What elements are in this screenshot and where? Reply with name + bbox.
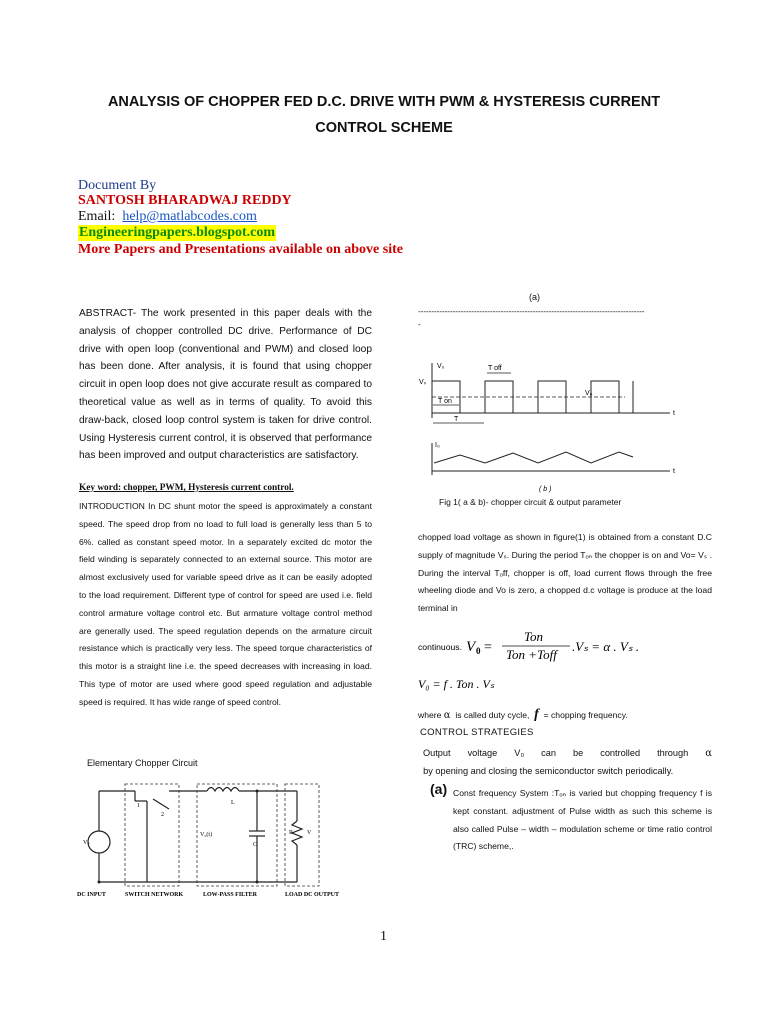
formula-v0-sub: 0 bbox=[476, 646, 481, 656]
formula-v0: V bbox=[466, 639, 476, 655]
control-strategies-heading: CONTROL STRATEGIES bbox=[420, 727, 534, 738]
wave-io-label: I₀ bbox=[435, 442, 440, 449]
formula-line2: V₀ = f . Ton . Vₛ bbox=[418, 677, 495, 691]
paper-title-line2: CONTROL SCHEME bbox=[315, 120, 453, 136]
wave-v0avg-label: V₀ bbox=[585, 390, 593, 397]
output-pre: Output voltage V₀ can be controlled through bbox=[423, 748, 706, 758]
wave-vs-label: Vₛ bbox=[419, 379, 427, 386]
svg-text:=: = bbox=[484, 640, 492, 655]
chopper-waveform-figure bbox=[405, 353, 685, 543]
formula-numerator: Ton bbox=[524, 629, 544, 644]
paper-title-line1: ANALYSIS OF CHOPPER FED D.C. DRIVE WITH PWM & HYSTERESIS CURRENT bbox=[107, 94, 661, 110]
wave-t-axis2: t bbox=[673, 468, 675, 475]
output-alpha: α bbox=[705, 748, 712, 759]
dc-input-label: DC INPUT bbox=[77, 892, 106, 898]
email-line bbox=[78, 209, 257, 225]
figure-dashes: ------------------------------------------------------------------------------------- bbox=[418, 307, 645, 316]
formula-rhs: .Vₛ = α . Vₛ . bbox=[572, 639, 640, 654]
wave-toff-label: T off bbox=[488, 365, 502, 372]
more-papers-note: More Papers and Presentations available on above site bbox=[78, 242, 403, 257]
figure-label-a: (a) bbox=[529, 292, 540, 302]
frequency-formula bbox=[418, 672, 538, 694]
wave-ton-label: T on bbox=[438, 398, 452, 405]
switch-pos2-label: 2 bbox=[161, 812, 164, 818]
where-post: = chopping frequency. bbox=[538, 710, 628, 720]
where-pre: where bbox=[418, 710, 444, 720]
wave-t-axis1: t bbox=[673, 410, 675, 417]
email-link[interactable]: help@matlabcodes.com bbox=[122, 209, 257, 224]
where-mid: is called duty cycle, bbox=[450, 710, 535, 720]
wave-period-label: T bbox=[454, 416, 459, 423]
chopper-circuit-diagram bbox=[57, 776, 349, 912]
item-a-text: Const frequency System :Tₒₙ is varied but chopping frequency f is kept constant. adjustment of Pulse width as such this scheme is also called Pulse – width – modulation scheme or time ratio control (TRC) scheme,. bbox=[453, 788, 712, 852]
site-link[interactable]: Engineeringpapers.blogspot.com bbox=[79, 225, 276, 240]
figure1-caption: Fig 1( a & b)- chopper circuit & output parameter bbox=[439, 497, 622, 507]
page-number: 1 bbox=[380, 929, 387, 944]
v-label: V bbox=[307, 830, 312, 836]
load-label: LOAD DC OUTPUT bbox=[285, 892, 340, 898]
vo-label: V₀(t) bbox=[200, 832, 213, 838]
document-by: Document By bbox=[78, 178, 157, 193]
formula-prefix: continuous. bbox=[418, 642, 462, 652]
switch-pos1-label: 1 bbox=[137, 803, 140, 809]
figure-dash-end: - bbox=[418, 320, 421, 329]
wave-b-label: ( b ) bbox=[539, 486, 552, 493]
email-label: Email: bbox=[78, 209, 123, 224]
introduction-paragraph: INTRODUCTION In DC shunt motor the speed is approximately a constant speed. The speed drop from no load to full load is generally less than 5 to 6%. called as constant speed motor. In a separately excited dc motor the field winding is separately connected to an external source. This motor are almost exclusively used for variable speed drive as it can be easily adopted to the load requirement. Different type of control for speed are used i.e. field control armature voltage control etc. But armature voltage control method are generally used. The speed regulation depends on the armature circuit resistance which is practically very less. The speed torque characteristics of this motor is a straight line i.e. the speed decreases with increasing in load. This type of motor are used where good speed regulation and adjustable speed is required. It has wide range of speed control. bbox=[79, 501, 372, 707]
f-symbol: f bbox=[534, 707, 539, 722]
abstract-paragraph: ABSTRACT- The work presented in this paper deals with the analysis of chopper controlled DC drive. Performance of DC drive with open loop (conventional and PWM) and closed loop has been done. After analysis, it is found that using chopper circuit in open loop does not give accurate result as compared to theoretical value as well as in terms of quality. To avoid this draw-back, closed loop control system is taken for drive control. Using Hysteresis current control, it is observed that performance has been improved and output characteristics are satisfactory. bbox=[79, 308, 372, 462]
lowpass-filter-label: LOW-PASS FILTER bbox=[203, 892, 257, 898]
inductor-label: L bbox=[231, 800, 235, 806]
duty-cycle-formula bbox=[418, 626, 718, 666]
switch-network-label: SWITCH NETWORK bbox=[125, 892, 184, 898]
capacitor-label: C bbox=[253, 842, 258, 848]
source-label: Vₛ bbox=[83, 840, 90, 846]
resistor-label: R bbox=[289, 830, 294, 836]
alpha-symbol: α bbox=[443, 710, 451, 721]
elementary-circuit-caption: Elementary Chopper Circuit bbox=[87, 758, 198, 768]
keywords: Key word: chopper, PWM, Hysteresis current control. bbox=[79, 483, 294, 493]
formula-denominator: Ton +Toff bbox=[506, 647, 557, 662]
output-post: by opening and closing the semiconductor switch periodically. bbox=[418, 765, 674, 776]
where-line bbox=[418, 707, 628, 723]
author-name: SANTOSH BHARADWAJ REDDY bbox=[78, 193, 292, 208]
output-voltage-paragraph bbox=[418, 745, 712, 780]
wave-vo-label: V₀ bbox=[437, 363, 445, 370]
item-a-label: (a) bbox=[430, 781, 448, 797]
chopped-voltage-paragraph: chopped load voltage as shown in figure(1) is obtained from a constant D.C supply of magnitude Vₛ. During the period Tₒₙ the chopper is on and Vo= Vₛ . During the interval Tₒff, chopper is off, load current flows through the free wheeling diode and Vo is zero, a chopped d.c voltage is produce at the load terminal in bbox=[418, 532, 712, 614]
